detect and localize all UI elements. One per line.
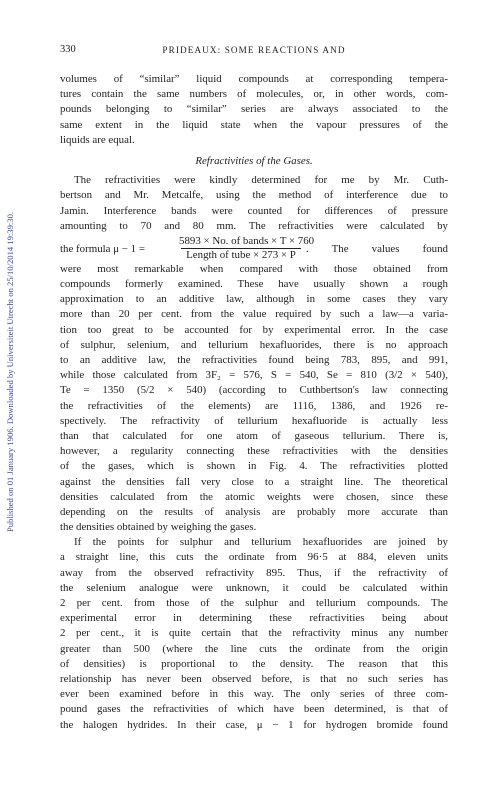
text-line: densities calculated from the atomic weights were chosen, since these xyxy=(60,490,448,503)
text-line: against the densities fall very close to a straight line. The theoretical xyxy=(60,475,448,488)
text-line: relationship has never been observed before, is that no such series has xyxy=(60,672,448,685)
text-line: of densities) is proportional to the density. The reason that this xyxy=(60,657,448,670)
text-line: away from the observed refractivity 895. Thus, if the refractivity of xyxy=(60,566,448,579)
text-line: Jamin. Interference bands were counted for differences of pressure xyxy=(60,204,448,217)
page-body xyxy=(60,72,448,733)
text-line: more than 20 per cent. from the value required by such a law—a varia- xyxy=(60,308,448,321)
text-line: volumes of “similar” liquid compounds at corresponding tempera- xyxy=(60,73,448,85)
download-watermark xyxy=(4,92,16,652)
paragraph-sulphur-tellurium xyxy=(60,535,448,732)
text-line: experimental error in determining these refractivities being about xyxy=(60,612,448,625)
text-line: approximation to an additive law, although in some cases they vary xyxy=(60,293,448,306)
text-line: amounting to 70 and 80 mm. The refractivities were calculated by xyxy=(60,219,448,232)
text-line: 2 per cent. from those of the sulphur and tellurium compounds. The xyxy=(60,597,448,609)
text-line: however, a regularity connecting these refractivities with the densities xyxy=(60,445,448,458)
text-line: depending on the results of analysis are probably more accurate than xyxy=(60,505,448,518)
formula-prefix: the formula μ − 1 = xyxy=(60,242,145,255)
text-line: than that calculated for one atom of gaseous tellurium. There is, xyxy=(60,429,448,442)
text-line: tures contain the same numbers of molecules, or, in other words, com- xyxy=(60,88,448,101)
formula-fraction xyxy=(179,234,315,262)
text-line: of the gases, which is shown in Fig. 4. The refractivities plotted xyxy=(60,460,448,473)
text-line: of sulphur, selenium, and tellurium hexafluorides, there is no approach xyxy=(60,338,448,351)
text-line: bertson and Mr. Metcalfe, using the method of interference due to xyxy=(60,189,448,202)
text-line: Te = 1350 (5/2 × 540) (according to Cuthbertson's law connecting xyxy=(60,384,448,397)
text-line: liquids are equal. xyxy=(60,133,135,146)
running-head: PRIDEAUX: SOME REACTIONS AND xyxy=(162,45,346,55)
download-watermark-text: Published on 01 January 1906. Downloaded by Universiteit Utrecht on 25/10/2014 19:39:30. xyxy=(5,211,15,533)
text-line: If the points for sulphur and tellurium hexafluorides are joined by xyxy=(74,536,448,549)
page-number: 330 xyxy=(60,44,76,55)
formula-numerator: 5893 × No. of bands × T × 760 xyxy=(179,234,315,247)
text-line: while those calculated from 3F₂ = 576, S = 540, Se = 810 (3/2 × 540), xyxy=(60,369,448,382)
text-line: a straight line, this cuts the ordinate from 96·5 at 884, eleven units xyxy=(60,551,448,564)
text-line: ever been examined before in this way. The only series of three com- xyxy=(60,688,448,701)
paragraph-refractivities xyxy=(60,173,448,535)
text-line: same extent in the liquid state when the vapour pressures of the xyxy=(60,118,448,131)
text-line: 2 per cent., it is quite certain that the refractivity minus any number xyxy=(60,627,448,640)
text-line: the refractivities of the elements) are 1116, 1386, and 1926 re- xyxy=(60,399,448,412)
text-line: the selenium analogue were unknown, it could be calculated within xyxy=(60,581,448,594)
text-line: were most remarkable when compared with those obtained from xyxy=(60,262,448,275)
text-line: spectively. The refractivity of tellurium hexafluoride is actually less xyxy=(60,414,448,427)
text-line: tion too great to be accounted for by experimental error. In the case xyxy=(60,323,448,336)
formula-denominator: Length of tube × 273 × P xyxy=(186,248,296,261)
paragraph-continuation xyxy=(60,72,448,148)
text-line: the densities obtained by weighing the gases. xyxy=(60,521,257,534)
text-line: pounds belonging to “similar” series are always associated to the xyxy=(60,103,448,116)
page-header xyxy=(60,44,448,58)
text-line: the halogen hydrides. In their case, μ − 1 for hydrogen bromide found xyxy=(60,718,448,731)
text-line: to an additive law, the refractivities found being 783, 895, and 991, xyxy=(60,354,448,366)
section-title: Refractivities of the Gases. xyxy=(195,154,313,167)
formula-line xyxy=(60,236,448,262)
text-line: pound gases the refractivities of which have been determined, is that of xyxy=(60,703,448,716)
formula-suffix: . The values found xyxy=(306,242,448,255)
text-line: compounds formerly examined. These have usually shown a rough xyxy=(60,278,448,291)
text-line: The refractivities were kindly determined for me by Mr. Cuth- xyxy=(74,174,448,187)
text-line: greater than 500 (where the line cuts the ordinate from the origin xyxy=(60,642,448,655)
